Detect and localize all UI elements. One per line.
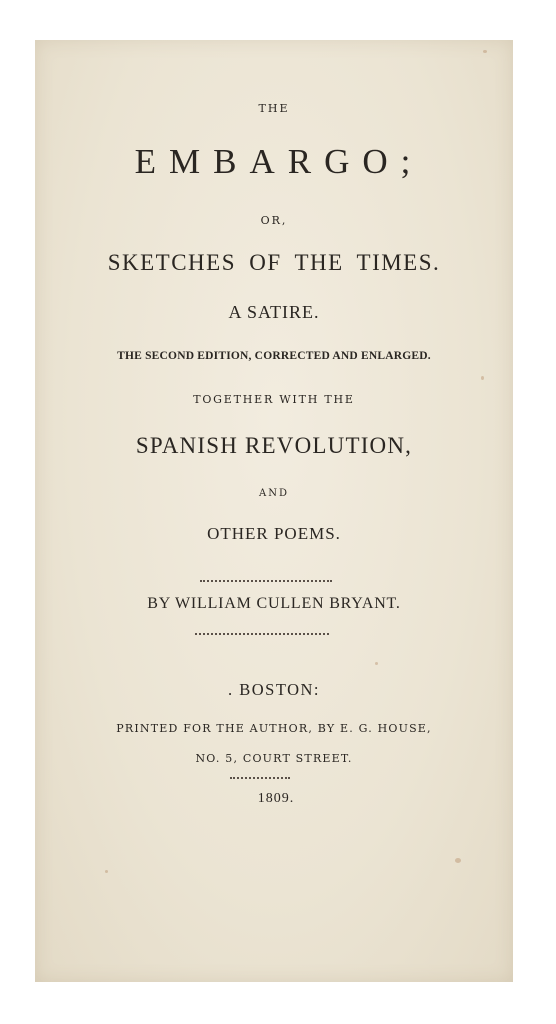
foxing-spot [481,376,484,380]
edition-line: THE SECOND EDITION, CORRECTED AND ENLARGED. [117,350,431,362]
book-title: EMBARGO; [134,142,424,181]
foxing-spot [483,50,487,53]
dotted-rule-year [230,777,290,779]
title-page [35,40,513,982]
genre-line: A SATIRE. [228,302,320,322]
city-line: . BOSTON: [227,680,321,699]
dotted-rule-upper [200,580,332,582]
other-poems-line: OTHER POEMS. [207,524,341,543]
the-line: THE [258,102,290,115]
subtitle: SKETCHES OF THE TIMES. [107,250,441,275]
foxing-spot [455,858,461,863]
and-line: AND [259,488,289,499]
foxing-spot [375,662,378,665]
or-line: OR, [260,214,288,227]
second-work-title: SPANISH REVOLUTION, [135,433,413,458]
foxing-spot [105,870,108,873]
together-line: TOGETHER WITH THE [193,393,355,406]
author-line: BY WILLIAM CULLEN BRYANT. [147,595,401,612]
year-line: 1809. [257,791,295,806]
address-line: NO. 5, COURT STREET. [195,752,353,765]
dotted-rule-lower [195,633,329,635]
printer-line: PRINTED FOR THE AUTHOR, BY E. G. HOUSE, [116,722,432,735]
